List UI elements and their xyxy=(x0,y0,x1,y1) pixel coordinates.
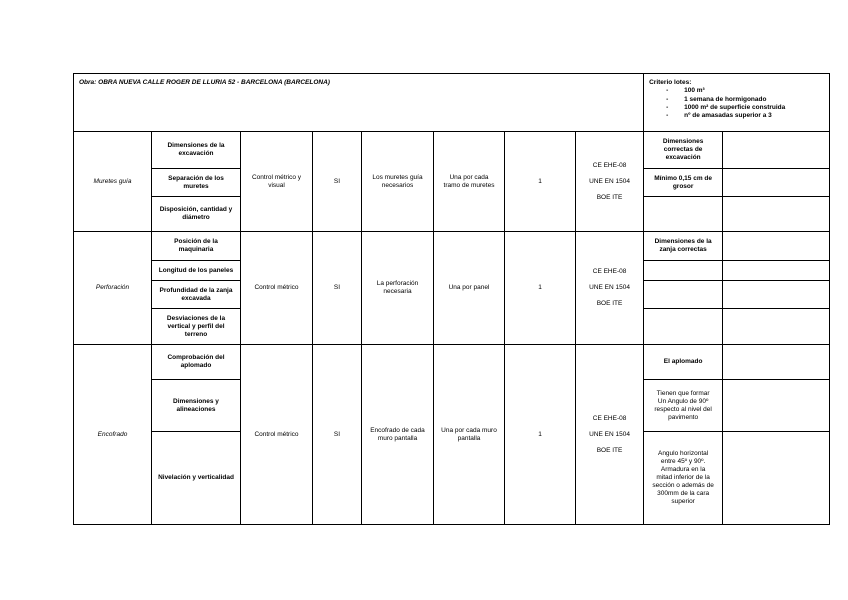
inspection-count: 1 xyxy=(538,177,542,185)
inspection-scope: La perforación necesaria xyxy=(376,280,419,295)
acceptance-criterion: Tienen que formar Un Angulo de 90º respecto al nivel del pavimento xyxy=(654,389,712,421)
empty-cell xyxy=(723,345,830,380)
empty-cell xyxy=(723,169,830,197)
norm-reference: BOE ITE xyxy=(596,193,623,201)
lot-criteria-text: nº de amasadas superior a 3 xyxy=(684,112,772,120)
check-cell xyxy=(152,281,241,309)
inspection-frequency: Una por cada muro pantalla xyxy=(441,426,497,442)
acceptance-criterion: Dimensiones de la zanja correctas xyxy=(654,238,712,253)
required-flag: SI xyxy=(333,430,341,438)
table-row xyxy=(74,345,830,380)
list-dash: - xyxy=(666,103,669,111)
activity-cell xyxy=(74,345,152,525)
lot-criteria-item xyxy=(649,104,824,112)
check-cell xyxy=(152,261,241,281)
control-type-cell xyxy=(241,232,313,345)
inspection-scope: Encofrado de cada muro pantalla xyxy=(370,426,425,442)
list-dash: - xyxy=(666,87,669,95)
scope-cell xyxy=(362,232,434,345)
acceptance-criterion: Mínimo 0,15 cm de grosor xyxy=(654,174,712,190)
empty-cell xyxy=(723,380,830,432)
lot-criteria-item xyxy=(649,87,824,95)
check-item: Desviaciones de la vertical y perfil del terreno xyxy=(166,314,226,338)
control-type: Control métrico y visual xyxy=(251,173,302,189)
activity-name: Muretes guía xyxy=(93,177,132,185)
required-cell xyxy=(313,132,362,232)
empty-cell xyxy=(723,132,830,169)
inspection-frequency: Una por panel xyxy=(448,284,490,291)
lot-criteria-item xyxy=(649,96,824,104)
check-cell xyxy=(152,132,241,169)
lot-criteria-title: Criterio lotes: xyxy=(649,79,692,86)
count-cell xyxy=(505,232,576,345)
required-flag: SI xyxy=(333,177,341,185)
norm-reference: CE EHE-08 xyxy=(592,414,627,422)
required-flag: SI xyxy=(333,284,341,291)
count-cell xyxy=(505,345,576,525)
empty-cell xyxy=(723,261,830,281)
control-type-cell xyxy=(241,132,313,232)
norms-cell xyxy=(576,132,644,232)
check-item: Dimensiones de la excavación xyxy=(167,142,225,157)
acceptance-criterion: Dimensiones correctas de excavación xyxy=(662,138,704,161)
inspection-count: 1 xyxy=(538,284,542,291)
norm-reference: BOE ITE xyxy=(596,300,623,307)
lot-criteria-item xyxy=(649,112,824,120)
criterion-cell xyxy=(644,169,723,197)
lot-criteria-text: 1000 m² de superficie construida xyxy=(684,103,786,111)
list-dash: - xyxy=(666,112,669,120)
frequency-cell xyxy=(434,345,505,525)
check-cell xyxy=(152,380,241,432)
norm-reference: CE EHE-08 xyxy=(592,268,627,275)
norms-cell xyxy=(576,232,644,345)
check-item: Longitud de los paneles xyxy=(158,266,234,274)
table-row xyxy=(74,132,830,169)
check-item: Comprobación del aplomado xyxy=(167,354,225,369)
criterion-cell xyxy=(644,232,723,261)
lot-criteria-text: 1 semana de hormigonado xyxy=(684,95,767,103)
control-type: Control métrico xyxy=(254,430,299,438)
norm-reference: UNE EN 1504 xyxy=(589,177,630,185)
criterion-cell xyxy=(644,380,723,432)
scope-cell xyxy=(362,345,434,525)
check-item: Nivelación y verticalidad xyxy=(158,474,234,481)
work-title-cell xyxy=(74,74,644,132)
check-item: Profundidad de la zanja excavada xyxy=(159,286,233,302)
check-item: Disposición, cantidad y diámetro xyxy=(159,206,233,221)
frequency-cell xyxy=(434,232,505,345)
check-item: Posición de la maquinaria xyxy=(174,238,218,253)
control-type: Control métrico xyxy=(254,284,299,291)
activity-cell xyxy=(74,132,152,232)
criterion-cell xyxy=(644,132,723,169)
norm-reference: BOE ITE xyxy=(596,446,623,454)
check-cell xyxy=(152,169,241,197)
acceptance-criterion: Angulo horizontal entre 45º y 90º. Armadura en la mitad inferior de la sección o además de 300mm de la cara superior xyxy=(652,450,714,505)
scope-cell xyxy=(362,132,434,232)
activity-name: Perforación xyxy=(95,284,130,291)
norms-cell xyxy=(576,345,644,525)
empty-cell xyxy=(723,197,830,232)
criterion-cell xyxy=(644,261,723,281)
acceptance-criterion: El aplomado xyxy=(663,358,703,365)
lot-criteria-cell xyxy=(644,74,830,132)
inspection-scope: Los muretes guía necesarios xyxy=(372,173,423,189)
count-cell xyxy=(505,132,576,232)
criterion-cell xyxy=(644,281,723,309)
check-cell xyxy=(152,309,241,345)
empty-cell xyxy=(723,232,830,261)
inspection-frequency: Una por cada tramo de muretes xyxy=(443,173,495,189)
criterion-cell xyxy=(644,197,723,232)
lot-criteria-text: 100 m³ xyxy=(684,87,705,95)
inspection-table xyxy=(73,73,830,525)
check-item: Dimensiones y alineaciones xyxy=(173,397,219,413)
activity-name: Encofrado xyxy=(97,430,128,438)
work-title: Obra: OBRA NUEVA CALLE ROGER DE LLURIA 52 - BARCELONA (BARCELONA) xyxy=(79,79,330,86)
criterion-cell xyxy=(644,309,723,345)
empty-cell xyxy=(723,281,830,309)
empty-cell xyxy=(723,309,830,345)
required-cell xyxy=(313,232,362,345)
check-cell xyxy=(152,232,241,261)
norm-reference: UNE EN 1504 xyxy=(589,284,630,291)
check-item: Separación de los muretes xyxy=(168,174,224,190)
norm-reference: CE EHE-08 xyxy=(592,161,627,169)
check-cell xyxy=(152,432,241,525)
check-cell xyxy=(152,345,241,380)
norm-reference: UNE EN 1504 xyxy=(589,430,630,438)
required-cell xyxy=(313,345,362,525)
table-row xyxy=(74,232,830,261)
activity-cell xyxy=(74,232,152,345)
inspection-count: 1 xyxy=(538,430,542,438)
criterion-cell xyxy=(644,345,723,380)
list-dash: - xyxy=(666,95,669,103)
control-type-cell xyxy=(241,345,313,525)
frequency-cell xyxy=(434,132,505,232)
empty-cell xyxy=(723,432,830,525)
check-cell xyxy=(152,197,241,232)
criterion-cell xyxy=(644,432,723,525)
